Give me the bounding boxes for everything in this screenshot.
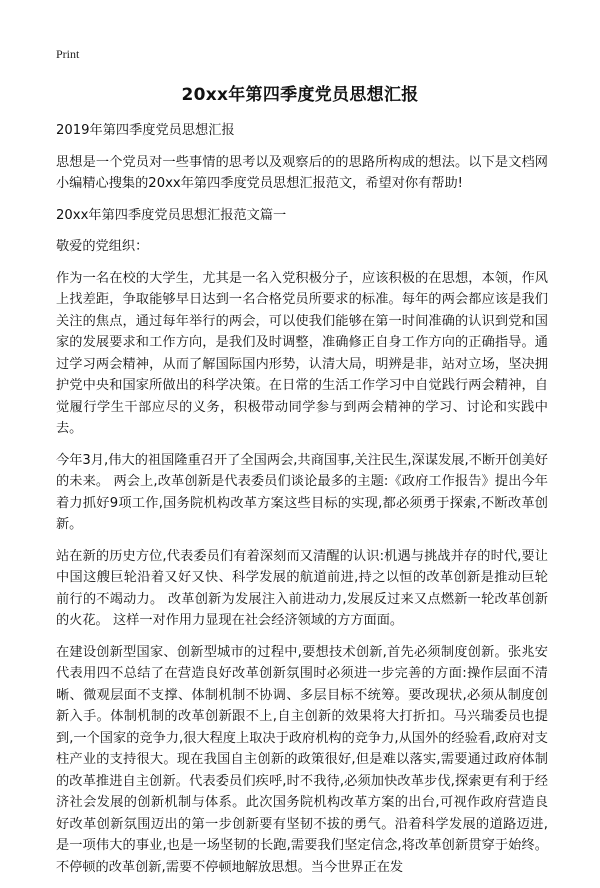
salutation: 敬爱的党组织： — [56, 239, 149, 254]
body-paragraph: 在建设创新型国家、创新型城市的过程中,要想技术创新,首先必须制度创新。张兆安代表用四不总结了在营造良好改革创新氛围时必须进一步完善的方面:操作层面不清晰、微观层面不支撑、体制机制不协调、多层目标不统筹。要改现状,必须从制度创新入手。体制机制的改革创新跟不上,自主创新的效果将大打折扣。马兴瑞委员也提到,一个国家的竞争力,很大程度上取决于政府机构的竞争力,从国外的经验看,政府对支柱产业的支持很大。现在我国自主创新的政策很好,但是难以落实,需要通过政府体制的改革推进自主创新。代表委员们疾呼,时不我待,必须加快改革步伐,探索更有利于经济社会发展的创新机制与体系。此次国务院机构改革方案的出台,可视作政府营造良好改革创新氛围迈出的第一步创新要有坚韧不拔的勇气。沿着科学发展的道路迈进,是一项伟大的事业,也是一场坚韧的长跑,需要我们坚定信念,将改革创新贯穿于始终。不停顿的改革创新,需要不停顿地解放思想。当今世界正在发 — [56, 644, 548, 875]
body-paragraph: 作为一名在校的大学生，尤其是一名入党积极分子，应该积极的在思想，本领，作风上找差距，争取能够早日达到一名合格党员所要求的标准。每年的两会都应该是我们关注的焦点，通过每年举行的两会，可以使我们能够在第一时间准确的认识到党和国家的发展要求和工作方向，是我们及时调整，准确修正自身工作方向的正确指导。通过学习两会精神，从而了解国际国内形势，认清大局，明辨是非，站对立场，坚决拥护党中央和国家所做出的科学决策。在日常的生活工作学习中自觉践行两会精神，自觉履行学生干部应尽的义务，积极带动同学参与到两会精神的学习、讨论和实践中去。 — [56, 270, 548, 436]
page-title: 20xx年第四季度党员思想汇报 — [181, 85, 419, 105]
body-paragraph: 站在新的历史方位,代表委员们有着深刻而又清醒的认识:机遇与挑战并存的时代,要让中国这艘巨轮沿着又好又快、科学发展的航道前进,持之以恒的改革创新是推动巨轮前行的不竭动力。 改革创新为发展注入前进动力,发展反过来又点燃新一轮改革创新的火花。 这样一对作用力显现在社会经济领域的方方面面。 — [56, 548, 548, 628]
document-subtitle: 2019年第四季度党员思想汇报 — [56, 123, 235, 138]
section-heading: 20xx年第四季度党员思想汇报范文篇一 — [56, 207, 287, 223]
print-link[interactable]: Print — [56, 47, 80, 61]
body-paragraph: 今年3月,伟大的祖国隆重召开了全国两会,共商国事,关注民生,深谋发展,不断开创美好的未来。 两会上,改革创新是代表委员们谈论最多的主题:《政府工作报告》提出今年着力抓好9项工作,国务院机构改革方案这些目标的实现,都必须勇于探索,不断改革创新。 — [56, 452, 548, 532]
intro-paragraph: 思想是一个党员对一些事情的思考以及观察后的的思路所构成的想法。以下是文档网小编精心搜集的20xx年第四季度党员思想汇报范文，希望对你有帮助! — [56, 154, 548, 191]
document-body — [56, 120, 548, 888]
